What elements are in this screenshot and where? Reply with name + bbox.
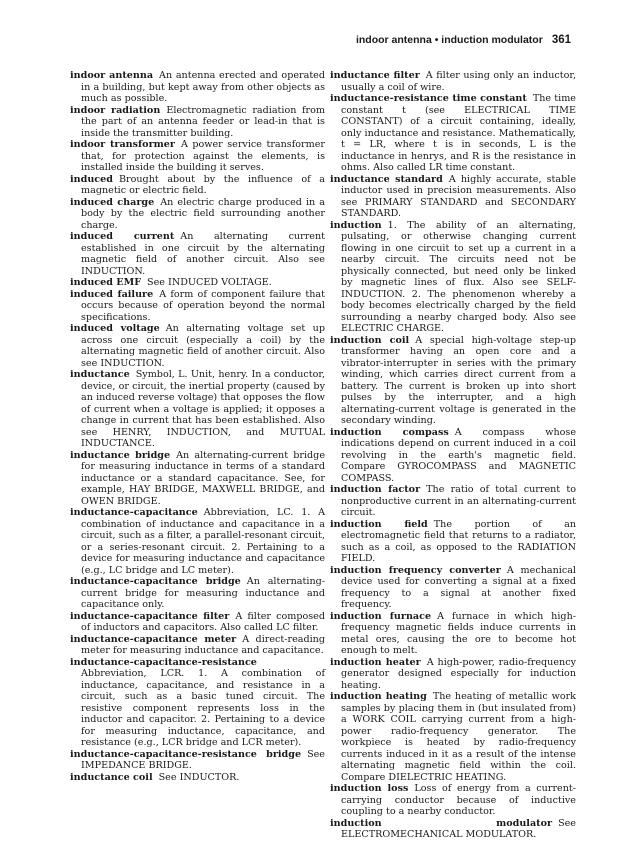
dictionary-entry bbox=[70, 576, 325, 611]
dictionary-entry bbox=[70, 323, 325, 369]
dictionary-entry bbox=[70, 369, 325, 450]
right-column bbox=[330, 70, 576, 841]
entry-definition: See ELECTROMECHANICAL MODULATOR. bbox=[341, 817, 576, 840]
entry-definition: See IMPEDANCE BRIDGE. bbox=[81, 748, 325, 771]
entry-definition: An alternating voltage set up across one circuit (especially a coil) by the alternating magnetic field of another circuit. Also see INDUCTION. bbox=[81, 323, 326, 369]
entry-headword: induced bbox=[70, 173, 113, 185]
dictionary-entry bbox=[330, 174, 576, 220]
dictionary-entry bbox=[330, 427, 576, 485]
entry-definition: The time constant t (see ELECTRICAL TIME CONSTANT) of a circuit containing, ideally, only inductance and resistance. Mathematically, t = LR, where t is in seconds, L is the inductance in henrys, and R is the resistance in ohms. Also called LR time constant. bbox=[341, 93, 576, 173]
entry-headword: inductance-capacitance bridge bbox=[70, 576, 241, 587]
entry-headword: inductance coil bbox=[70, 771, 153, 783]
entry-headword: induction coil bbox=[330, 334, 410, 346]
dictionary-entry bbox=[70, 749, 325, 772]
entry-definition: A filter composed of inductors and capacitors. Also called LC filter. bbox=[81, 610, 325, 633]
entry-definition: Abbreviation, LCR. 1. A combination of inductance, capacitance, and resistance in a circuit, such as a basic tuned circuit. The resistive component represents loss in the inductor and capacitor. 2. Pertaining to a device for measuring inductance, capacitance, and resistance (e.g., LCR bridge and LCR meter). bbox=[81, 668, 325, 748]
entry-definition: A power service transformer that, for protection against the elements, is installed inside the building it serves. bbox=[81, 139, 325, 173]
entry-headword: induced failure bbox=[70, 288, 154, 300]
dictionary-entry bbox=[330, 93, 576, 174]
entry-definition: The heating of metallic work samples by placing them in (but insulated from) a WORK COIL carrying current from a high-power radio-frequency generator. The workpiece is heated by radio-frequency currents induced in it as a result of the intense alternating magnetic field within the coil. Compare DIELECTRIC HEATING. bbox=[341, 691, 576, 783]
running-header bbox=[70, 34, 571, 46]
dictionary-entry bbox=[330, 611, 576, 657]
entry-headword: inductance-capacitance meter bbox=[70, 633, 237, 645]
dictionary-entry bbox=[330, 519, 576, 565]
entry-definition: Abbreviation, LC. 1. A combination of inductance and capacitance in a circuit, such as a filter, a parallel-resonant circuit, or a series-resonant circuit. 2. Pertaining to a device for measuring inductance and capacitance (e.g., LC bridge and LC meter). bbox=[81, 507, 325, 576]
entry-definition: An electric charge produced in a body by the electric field surrounding another charge. bbox=[81, 196, 325, 231]
dictionary-entry bbox=[70, 231, 325, 277]
dictionary-entry bbox=[70, 611, 325, 634]
entry-headword: induction factor bbox=[330, 484, 421, 495]
entry-headword: inductance bridge bbox=[70, 449, 171, 461]
dictionary-entry bbox=[70, 105, 325, 140]
entry-definition: An alternating-current bridge for measuring inductance and capacitance only. bbox=[81, 576, 326, 610]
entry-headword: induction compass bbox=[330, 426, 449, 438]
dictionary-entry bbox=[330, 565, 576, 611]
dictionary-entry bbox=[330, 818, 576, 841]
dictionary-entry bbox=[70, 507, 325, 576]
entry-definition: Brought about by the influence of a magnetic or electric field. bbox=[81, 173, 325, 196]
dictionary-entry bbox=[330, 691, 576, 783]
entry-headword: inductance-resistance time constant bbox=[330, 93, 527, 104]
entry-headword: indoor transformer bbox=[70, 139, 175, 150]
entry-definition: An antenna erected and operated in a building, but kept away from other objects as much as possible. bbox=[81, 70, 325, 104]
dictionary-entry bbox=[70, 70, 325, 105]
entry-definition: An alternating-current bridge for measuring inductance in terms of a standard inductance or a standard capacitance. See, for example, HAY BRIDGE, MAXWELL BRIDGE, and OWEN BRIDGE. bbox=[81, 449, 325, 507]
entry-headword: induction loss bbox=[330, 783, 409, 794]
entry-headword: inductance-capacitance-resistance bbox=[70, 656, 257, 668]
entry-headword: inductance-capacitance bbox=[70, 507, 198, 518]
entry-definition: Loss of energy from a current-carrying conductor because of inductive coupling to a nearby conductor. bbox=[341, 783, 576, 817]
entry-definition: A high-power, radio-frequency generator designed especially for induction heating. bbox=[341, 656, 576, 691]
entry-definition: The ratio of total current to nonproductive current in an alternating-current circuit. bbox=[341, 484, 576, 518]
entry-headword: induced voltage bbox=[70, 323, 160, 334]
entry-definition: A mechanical device used for converting a signal at a fixed frequency to a signal at another fixed frequency. bbox=[341, 564, 577, 610]
dictionary-entry bbox=[330, 484, 576, 519]
dictionary-entry bbox=[70, 174, 325, 197]
dictionary-entry bbox=[70, 634, 325, 657]
entry-definition: A compass whose indications depend on current induced in a coil revolving in the earth's magnetic field. Compare GYROCOMPASS and MAGNETIC COMPASS. bbox=[341, 426, 577, 484]
page-number: 361 bbox=[551, 34, 571, 46]
dictionary-entry bbox=[330, 335, 576, 427]
entry-headword: induction heating bbox=[330, 691, 427, 702]
entry-headword: inductance-capacitance-resistance bridge bbox=[70, 748, 302, 760]
entry-headword: induced current bbox=[70, 231, 175, 242]
entry-definition: Electromagnetic radiation from the part of an antenna feeder or lead-in that is inside the transmitter building. bbox=[81, 104, 325, 139]
entry-headword: induced EMF bbox=[70, 277, 142, 288]
dictionary-entry bbox=[70, 657, 325, 749]
entry-headword: induced charge bbox=[70, 196, 155, 208]
entry-definition: A highly accurate, stable inductor used in precision measurements. Also see PRIMARY STANDARD and SECONDARY STANDARD. bbox=[341, 173, 576, 219]
entry-headword: induction heater bbox=[330, 656, 421, 668]
dictionary-entry bbox=[70, 197, 325, 232]
entry-definition: 1. The ability of an alternating, pulsating, or otherwise changing current flowing in one circuit to set up a current in a nearby circuit. The circuits need not be physically connected, but need only be linked by magnetic lines of flux. Also see SELF-INDUCTION. 2. The phenomenon whereby a body becomes electrically charged by the field surrounding a nearby charged body. Also see ELECTRIC CHARGE. bbox=[341, 219, 576, 334]
entry-definition: The portion of an electromagnetic field that returns to a radiator, such as a coil, as opposed to the RADIATION FIELD. bbox=[341, 518, 576, 564]
dictionary-entry bbox=[330, 783, 576, 818]
dictionary-entry bbox=[70, 450, 325, 508]
dictionary-entry bbox=[70, 277, 325, 289]
entry-definition: A special high-voltage step-up transformer having an open core and a vibrator-interrupter in series with the primary winding, which carries direct current from a battery. The current is broken up into short pulses by the interrupter, and a high alternating-current voltage is generated in the secondary winding. bbox=[341, 334, 576, 426]
entry-definition: An alternating current established in one circuit by the alternating magnetic field of another circuit. Also see INDUCTION. bbox=[81, 231, 325, 277]
dictionary-entry bbox=[330, 657, 576, 692]
entry-headword: induction frequency converter bbox=[330, 564, 501, 576]
left-column bbox=[70, 70, 325, 783]
running-head-title: indoor antenna • induction modulator bbox=[355, 34, 543, 46]
entry-definition: See INDUCED VOLTAGE. bbox=[147, 277, 272, 288]
entry-definition: A form of component failure that occurs because of operation beyond the normal specifications. bbox=[81, 288, 325, 323]
entry-headword: inductance filter bbox=[330, 70, 420, 81]
entry-headword: induction bbox=[330, 219, 382, 231]
entry-definition: See INDUCTOR. bbox=[158, 771, 240, 783]
entry-headword: induction field bbox=[330, 518, 428, 530]
dictionary-entry bbox=[330, 220, 576, 335]
dictionary-entry bbox=[70, 139, 325, 174]
entry-headword: indoor radiation bbox=[70, 104, 161, 116]
entry-headword: induction furnace bbox=[330, 610, 432, 622]
entry-headword: inductance standard bbox=[330, 173, 443, 185]
entry-headword: inductance-capacitance filter bbox=[70, 610, 230, 622]
dictionary-entry bbox=[70, 289, 325, 324]
entry-definition: A furnace in which high-frequency magnetic fields induce currents in metal ores, causing the ore to become hot enough to melt. bbox=[341, 610, 576, 656]
dictionary-entry bbox=[330, 70, 576, 93]
entry-headword: indoor antenna bbox=[70, 70, 154, 81]
entry-definition: A filter using only an inductor, usually a coil of wire. bbox=[341, 70, 576, 93]
dictionary-entry bbox=[70, 772, 325, 784]
entry-definition: A direct-reading meter for measuring inductance and capacitance. bbox=[81, 633, 326, 656]
entry-headword: induction modulator bbox=[330, 817, 553, 829]
entry-headword: inductance bbox=[70, 369, 130, 380]
entry-definition: Symbol, L. Unit, henry. In a conductor, device, or circuit, the inertial property (caused by an induced reverse voltage) that opposes the flow of current when a voltage is applied; it opposes a change in current that has been established. Also see HENRY, INDUCTION, and MUTUAL INDUCTANCE. bbox=[81, 369, 325, 449]
